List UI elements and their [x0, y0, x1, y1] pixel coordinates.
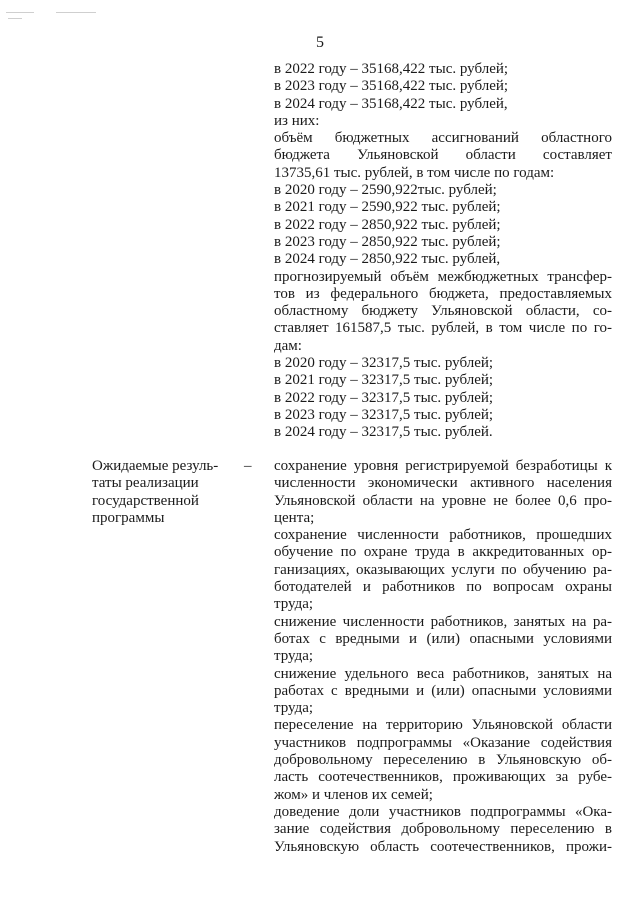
text-line: в 2020 году – 32317,5 тыс. рублей;: [274, 355, 494, 372]
expected-results-label: [92, 458, 242, 527]
text-line: сохранение численности работников, прошедших: [274, 527, 612, 544]
expected-results-text-block: [274, 458, 612, 856]
text-line: труда;: [274, 700, 314, 717]
text-line: переселение на территорию Ульяновской области: [274, 717, 612, 734]
text-line: снижение удельного веса работников, занятых на: [274, 665, 612, 682]
text-line: в 2020 году – 2590,922тыс. рублей;: [274, 182, 497, 199]
text-line: тов из федерального бюджета, предоставляемых: [274, 285, 612, 302]
text-line: 13735,61 тыс. рублей, в том числе по годам:: [274, 164, 555, 181]
text-line: труда;: [274, 648, 314, 665]
text-line: Ульяновской области на уровне не более 0,6 про-: [274, 492, 612, 509]
label-line: государственной: [92, 492, 199, 509]
page-number: 5: [316, 34, 324, 51]
text-line: в 2023 году – 2850,922 тыс. рублей;: [274, 233, 501, 250]
text-line: труда;: [274, 596, 314, 613]
separator-dash: –: [244, 458, 252, 474]
text-line: областному бюджету Ульяновской области, со-: [274, 303, 612, 320]
text-line: в 2022 году – 2850,922 тыс. рублей;: [274, 216, 501, 233]
text-line: ботах с вредными и (или) опасными условиями: [274, 630, 612, 647]
text-line: в 2024 году – 32317,5 тыс. рублей.: [274, 424, 493, 441]
text-line: участников подпрограммы «Оказание содействия: [274, 734, 612, 751]
scan-artifact-line: [6, 12, 34, 13]
text-line: в 2023 году – 35168,422 тыс. рублей;: [274, 78, 509, 95]
scan-artifact-line: [56, 12, 96, 13]
text-line: сохранение уровня регистрируемой безработицы к: [274, 458, 612, 474]
text-line: в 2023 году – 32317,5 тыс. рублей;: [274, 406, 494, 423]
text-line: доведение доли участников подпрограммы «Ока-: [274, 803, 612, 820]
text-line: прогнозируемый объём межбюджетных трансфер-: [274, 268, 612, 285]
text-line: ботодателей и работников по вопросам охраны: [274, 579, 612, 596]
text-line: Ульяновскую область соотечественников, прожи-: [274, 838, 612, 855]
text-line: цента;: [274, 509, 315, 526]
text-line: зание содействия добровольному переселению в: [274, 821, 612, 838]
text-line: снижение численности работников, занятых на ра-: [274, 613, 612, 630]
text-line: ставляет 161587,5 тыс. рублей, в том числе по го-: [274, 320, 612, 337]
label-line: программы: [92, 509, 165, 526]
text-line: в 2022 году – 35168,422 тыс. рублей;: [274, 61, 509, 77]
scan-artifact-line: [8, 18, 22, 19]
text-line: ласть соотечественников, проживающих за рубе-: [274, 769, 612, 786]
text-line: ганизациях, оказывающих услуги по обучению ра-: [274, 561, 612, 578]
text-line: жом» и членов их семей;: [274, 786, 433, 803]
label-line: таты реализации: [92, 475, 199, 492]
text-line: дам:: [274, 337, 302, 354]
label-line: Ожидаемые резуль-: [92, 458, 219, 474]
text-line: объём бюджетных ассигнований областного: [274, 130, 612, 147]
text-line: в 2024 году – 2850,922 тыс. рублей,: [274, 251, 501, 268]
text-line: в 2022 году – 32317,5 тыс. рублей;: [274, 389, 494, 406]
text-line: добровольному переселению в Ульяновскую об-: [274, 752, 612, 769]
text-line: в 2021 году – 2590,922 тыс. рублей;: [274, 199, 501, 216]
text-line: из них:: [274, 112, 320, 129]
text-line: работах с вредными и (или) опасными условиями: [274, 682, 612, 699]
text-line: бюджета Ульяновской области составляет: [274, 147, 612, 164]
text-line: обучение по охране труда в аккредитованных ор-: [274, 544, 612, 561]
funding-text-block: [274, 61, 612, 442]
text-line: численности экономически активного населения: [274, 475, 612, 492]
text-line: в 2021 году – 32317,5 тыс. рублей;: [274, 372, 494, 389]
text-line: в 2024 году – 35168,422 тыс. рублей,: [274, 95, 508, 112]
